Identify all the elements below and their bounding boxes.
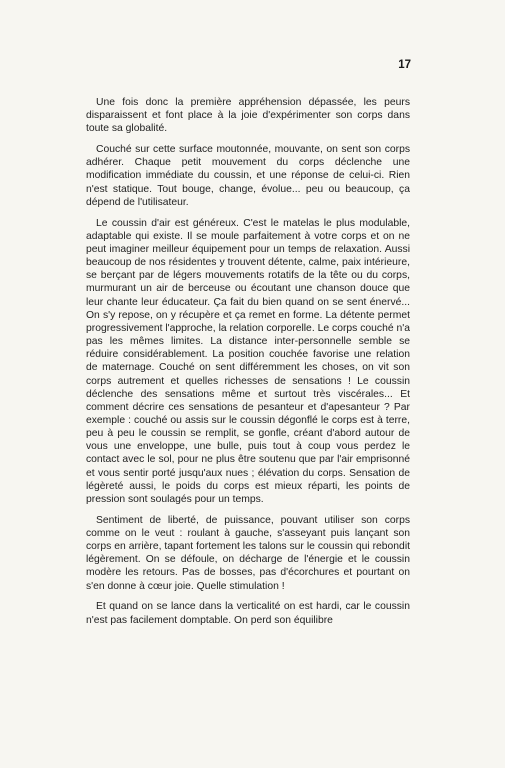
paragraph: Sentiment de liberté, de puissance, pouvant utiliser son corps comme on le veut : roulant à gauche, s'asseyant puis lançant son corps en arrière, tapant fortement les talons sur le coussin qui rebondit légèrement. On se défoule, on décharge de l'énergie et le coussin modère les retours. Pas de bosses, pas d'écorchures et pourtant on s'en donne à cœur joie. Quelle stimulation ! <box>86 514 410 592</box>
page-number: 17 <box>398 59 411 71</box>
paragraph: Une fois donc la première appréhension dépassée, les peurs disparaissent et font place à la joie d'expérimenter son corps dans toute sa globalité. <box>86 97 410 135</box>
paragraph: Et quand on se lance dans la verticalité on est hardi, car le coussin n'est pas facilement domptable. On perd son équilibre <box>86 601 410 626</box>
paragraph: Couché sur cette surface moutonnée, mouvante, on sent son corps adhérer. Chaque petit mouvement du corps déclenche une modification immédiate du coussin, et une réponse de celui-ci. Rien n'est statique. Tout bouge, change, évolue... peu ou beaucoup, ça dépend de l'utilisateur. <box>86 144 410 208</box>
body-text <box>86 96 410 634</box>
paragraph: Le coussin d'air est généreux. C'est le matelas le plus modulable, adaptable qui existe. Il se moule parfaitement à votre corps et on ne peut imaginer meilleur équipement pour un temps de relaxation. Aussi beaucoup de nos résidentes y trouvent détente, calme, paix intérieure, se berçant par de légers mouvements rotatifs de la tête ou du corps, murmurant un air de berceuse ou écoutant une chanson douce que leur chante leur éducateur. Ça fait du bien quand on se sent énervé... On s'y repose, on y récupère et ça remet en forme. La détente permet progressivement l'approche, la relation corporelle. Le corps couché n'a pas les mêmes limites. La distance inter-personnelle semble se réduire considérablement. La position couchée favorise une relation de maternage. Couché on sent différemment les choses, on vit son corps autrement et quelles richesses de sensations ! Le coussin déclenche des sensations même et surtout très viscérales... Et comment décrire ces sensations de pesanteur et d'apesanteur ? Par exemple : couché ou assis sur le coussin dégonflé le corps est à terre, peu à peu le coussin se remplit, se gonfle, créant d'abord autour de vous une enveloppe, une bulle, puis tout à coup vous perdez le contact avec le sol, pour ne plus être soutenu que par l'air emprisonné et vous sentir porté jusqu'aux nues ; élévation du corps. Sensation de légèreté aussi, le poids du corps est mieux réparti, les points de pression sont soulagés pour un temps. <box>86 217 410 505</box>
